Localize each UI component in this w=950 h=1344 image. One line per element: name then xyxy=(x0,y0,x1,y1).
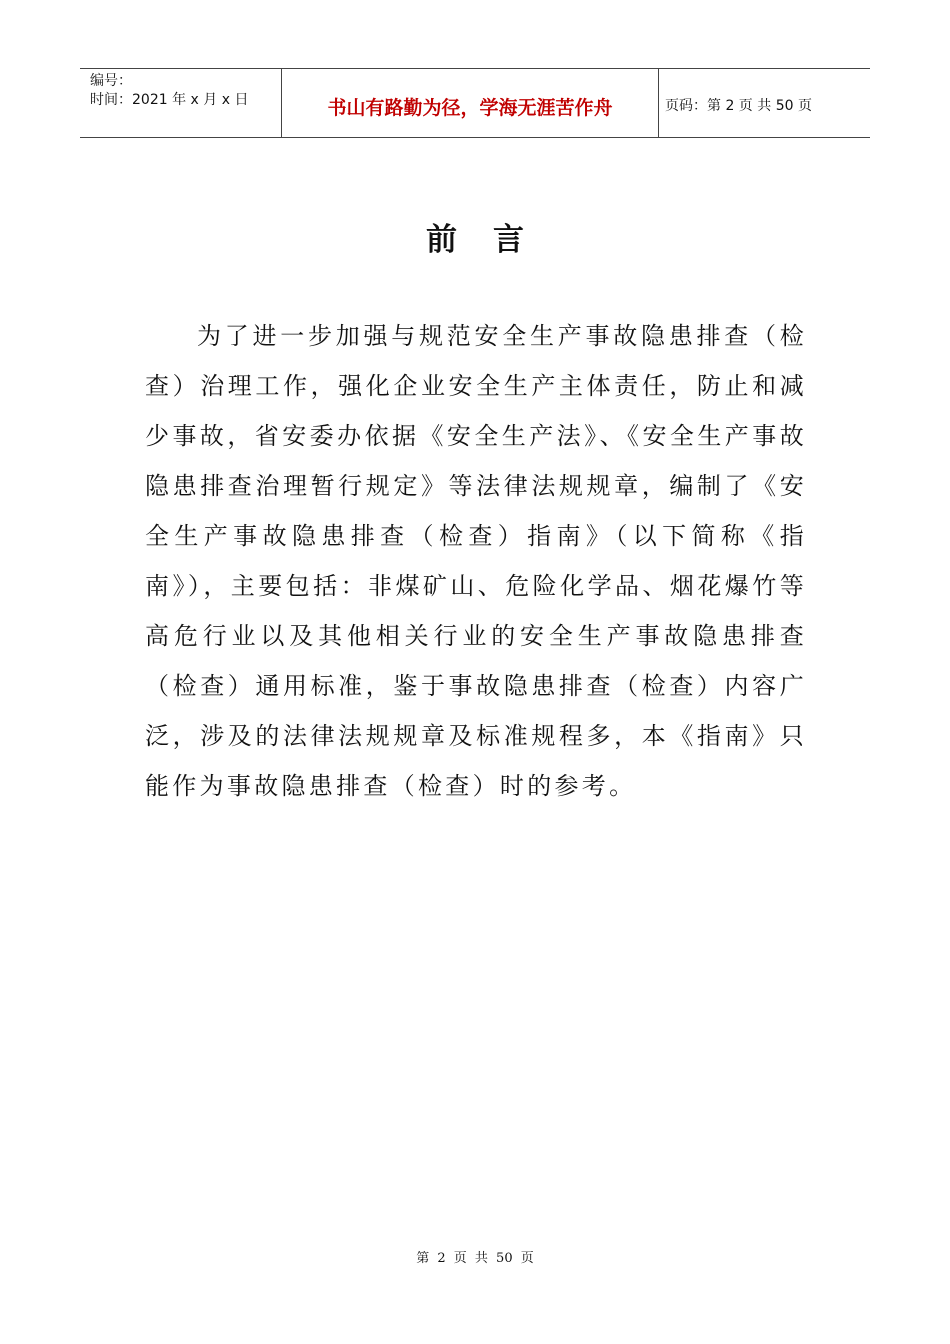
page-header xyxy=(80,68,870,138)
header-page-number: 页码：第 2 页 共 50 页 xyxy=(665,98,812,114)
header-meta xyxy=(80,69,282,137)
document-number-label: 编号： xyxy=(90,73,132,89)
page-title: 前言 xyxy=(426,222,560,258)
body-paragraph: 为了进一步加强与规范安全生产事故隐患排查（检查）治理工作，强化企业安全生产主体责任，防止和减少事故，省安委办依据《安全生产法》、《安全生产事故隐患排查治理暂行规定》等法律法规规章，编制了《安全生产事故隐患排查（检查）指南》（以下简称《指南》），主要包括：非煤矿山、危险化学品、烟花爆竹等高危行业以及其他相关行业的安全生产事故隐患排查（检查）通用标准，鉴于事故隐患排查（检查）内容广泛，涉及的法律法规规章及标准规程多，本《指南》只能作为事故隐患排查（检查）时的参考。 xyxy=(145,322,807,800)
document-date: 时间：2021 年 x 月 x 日 xyxy=(90,92,249,108)
page-footer: 第 2 页 共 50 页 xyxy=(416,1251,534,1266)
header-motto: 书山有路勤为径，学海无涯苦作舟 xyxy=(282,69,659,137)
